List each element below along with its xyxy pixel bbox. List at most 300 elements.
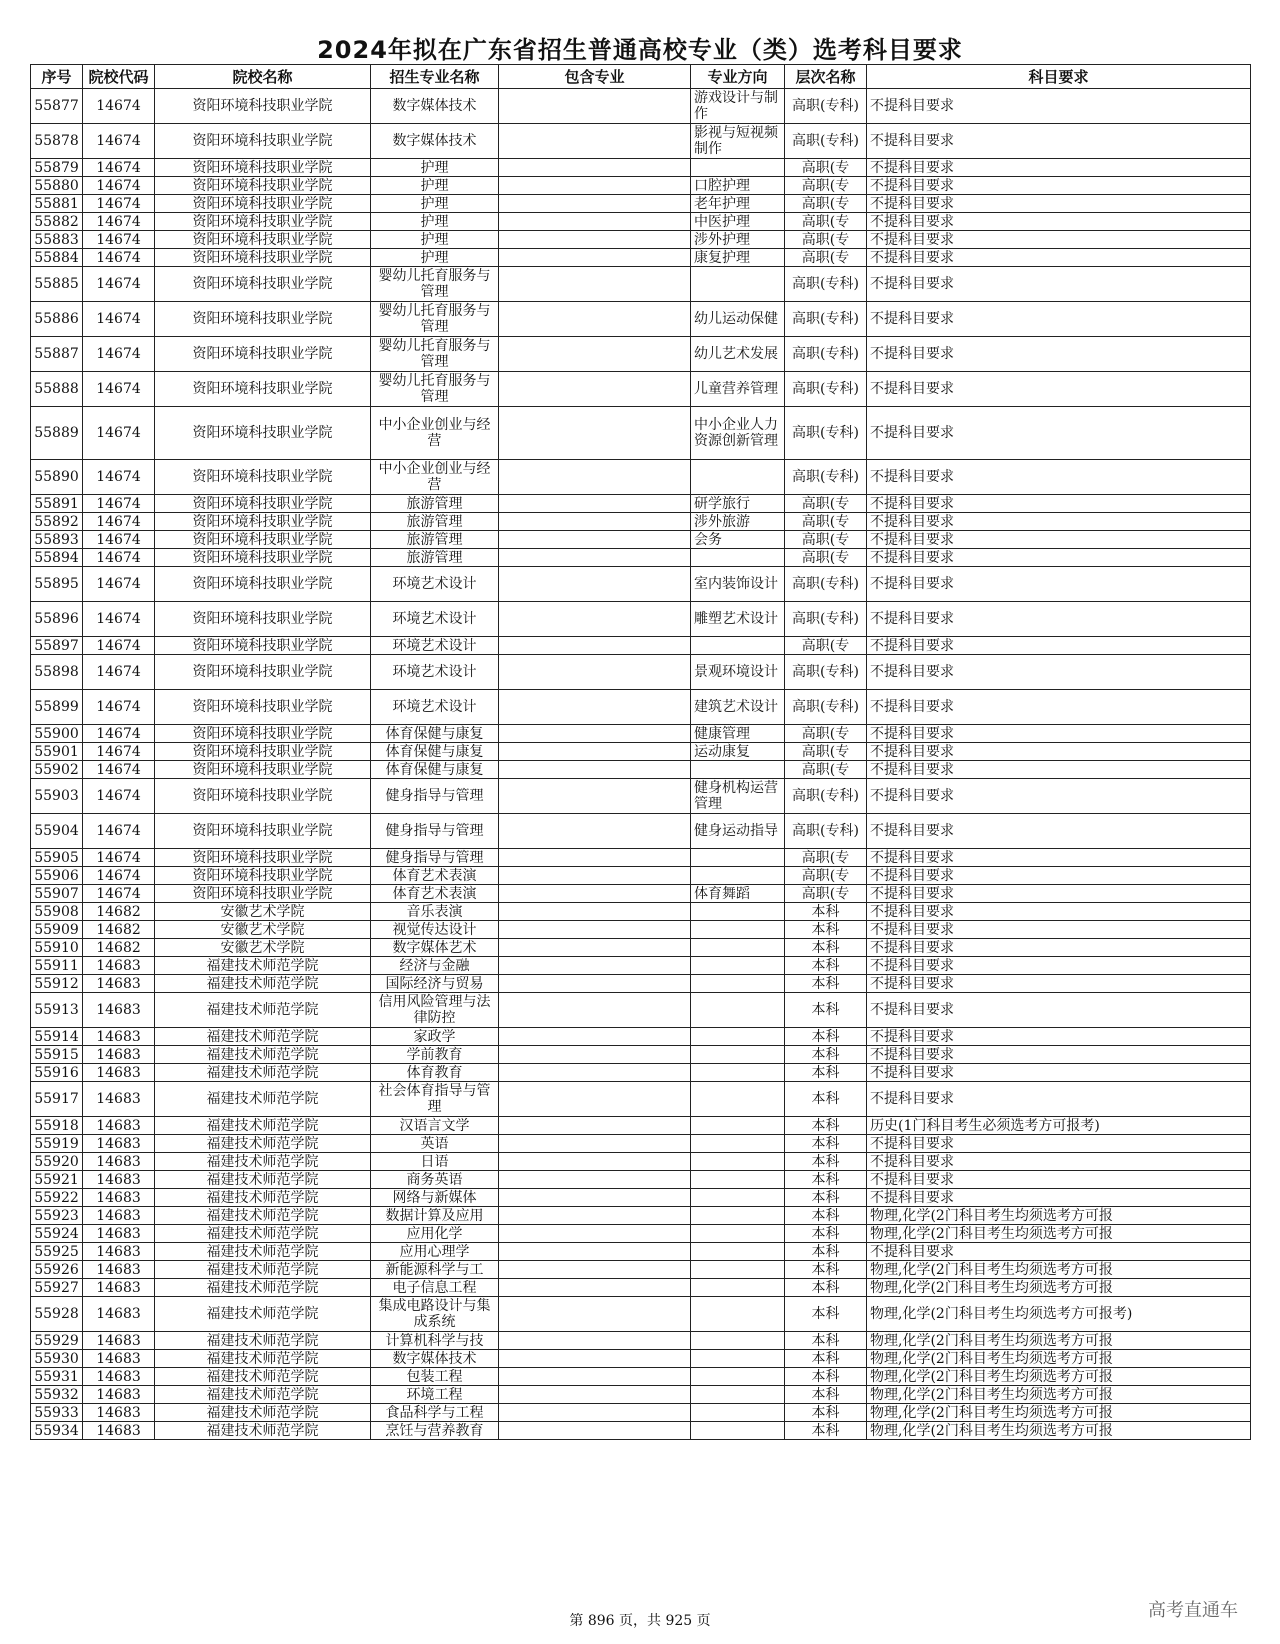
header-cell: 招生专业名称 xyxy=(371,65,499,89)
table-cell: 不提科目要求 xyxy=(867,655,1251,690)
table-cell: 护理 xyxy=(371,231,499,249)
table-cell: 资阳环境科技职业学院 xyxy=(155,302,371,337)
table-cell: 高职(专 xyxy=(785,725,867,743)
table-cell xyxy=(499,1386,691,1404)
table-cell: 福建技术师范学院 xyxy=(155,1386,371,1404)
table-cell: 本科 xyxy=(785,939,867,957)
table-cell: 日语 xyxy=(371,1153,499,1171)
table-cell xyxy=(499,460,691,495)
table-cell: 高职(专 xyxy=(785,177,867,195)
table-cell: 资阳环境科技职业学院 xyxy=(155,637,371,655)
table-cell xyxy=(499,1225,691,1243)
table-cell: 14674 xyxy=(83,124,155,159)
table-row xyxy=(31,725,1251,743)
header-cell: 序号 xyxy=(31,65,83,89)
table-cell xyxy=(499,1422,691,1440)
table-cell: 55893 xyxy=(31,531,83,549)
table-cell: 环境工程 xyxy=(371,1386,499,1404)
table-cell: 新能源科学与工 xyxy=(371,1261,499,1279)
table-cell: 14674 xyxy=(83,372,155,407)
table-cell: 环境艺术设计 xyxy=(371,655,499,690)
table-cell: 55917 xyxy=(31,1082,83,1117)
table-row xyxy=(31,1368,1251,1386)
table-cell: 55896 xyxy=(31,602,83,637)
table-cell: 55905 xyxy=(31,849,83,867)
table-row xyxy=(31,1135,1251,1153)
table-cell: 安徽艺术学院 xyxy=(155,939,371,957)
table-cell: 不提科目要求 xyxy=(867,1171,1251,1189)
table-cell: 烹饪与营养教育 xyxy=(371,1422,499,1440)
table-cell xyxy=(691,903,785,921)
table-cell: 14683 xyxy=(83,1422,155,1440)
table-cell: 55920 xyxy=(31,1153,83,1171)
table-row xyxy=(31,302,1251,337)
table-cell: 幼儿运动保健 xyxy=(691,302,785,337)
table-cell xyxy=(691,939,785,957)
table-cell: 本科 xyxy=(785,921,867,939)
header-cell: 包含专业 xyxy=(499,65,691,89)
table-cell: 55911 xyxy=(31,957,83,975)
table-cell: 14674 xyxy=(83,549,155,567)
table-cell: 高职(专 xyxy=(785,761,867,779)
table-cell: 不提科目要求 xyxy=(867,1135,1251,1153)
table-cell: 经济与金融 xyxy=(371,957,499,975)
table-cell: 福建技术师范学院 xyxy=(155,1422,371,1440)
table-cell: 环境艺术设计 xyxy=(371,567,499,602)
table-cell xyxy=(499,231,691,249)
table-cell: 社会体育指导与管理 xyxy=(371,1082,499,1117)
table-cell: 旅游管理 xyxy=(371,513,499,531)
table-cell: 安徽艺术学院 xyxy=(155,921,371,939)
table-cell: 资阳环境科技职业学院 xyxy=(155,779,371,814)
table-cell: 55918 xyxy=(31,1117,83,1135)
table-row xyxy=(31,1279,1251,1297)
table-cell: 体育保健与康复 xyxy=(371,743,499,761)
requirements-table xyxy=(30,64,1251,1440)
table-cell xyxy=(499,1028,691,1046)
table-cell: 福建技术师范学院 xyxy=(155,957,371,975)
table-row xyxy=(31,1243,1251,1261)
table-cell xyxy=(691,1082,785,1117)
header-cell: 院校名称 xyxy=(155,65,371,89)
table-cell: 环境艺术设计 xyxy=(371,602,499,637)
table-cell: 体育艺术表演 xyxy=(371,885,499,903)
table-cell xyxy=(499,814,691,849)
table-cell xyxy=(691,1135,785,1153)
table-cell: 本科 xyxy=(785,1117,867,1135)
table-cell: 不提科目要求 xyxy=(867,89,1251,124)
table-cell: 14674 xyxy=(83,655,155,690)
header-cell: 科目要求 xyxy=(867,65,1251,89)
table-cell: 55897 xyxy=(31,637,83,655)
table-cell: 不提科目要求 xyxy=(867,549,1251,567)
table-cell: 高职(专科) xyxy=(785,302,867,337)
table-cell: 14674 xyxy=(83,213,155,231)
table-cell: 中小企业创业与经营 xyxy=(371,407,499,460)
table-cell: 14683 xyxy=(83,957,155,975)
table-row xyxy=(31,1171,1251,1189)
table-cell: 体育教育 xyxy=(371,1064,499,1082)
table-cell: 14683 xyxy=(83,1153,155,1171)
table-cell: 14674 xyxy=(83,231,155,249)
table-cell: 物理,化学(2门科目考生均须选考方可报 xyxy=(867,1386,1251,1404)
table-cell: 本科 xyxy=(785,903,867,921)
table-cell: 本科 xyxy=(785,993,867,1028)
table-cell: 55931 xyxy=(31,1368,83,1386)
table-cell: 本科 xyxy=(785,957,867,975)
table-cell: 55885 xyxy=(31,267,83,302)
table-cell: 14674 xyxy=(83,602,155,637)
table-cell: 本科 xyxy=(785,1135,867,1153)
table-cell: 学前教育 xyxy=(371,1046,499,1064)
table-cell xyxy=(499,1189,691,1207)
table-cell xyxy=(499,1153,691,1171)
table-cell: 14674 xyxy=(83,159,155,177)
table-cell: 不提科目要求 xyxy=(867,159,1251,177)
table-cell: 14674 xyxy=(83,885,155,903)
table-cell: 14674 xyxy=(83,249,155,267)
table-cell: 高职(专 xyxy=(785,513,867,531)
table-cell: 本科 xyxy=(785,1279,867,1297)
table-cell: 55912 xyxy=(31,975,83,993)
table-cell: 资阳环境科技职业学院 xyxy=(155,407,371,460)
table-cell: 应用化学 xyxy=(371,1225,499,1243)
brand-watermark: 高考直通车 xyxy=(1148,1600,1238,1621)
table-cell xyxy=(499,407,691,460)
table-row xyxy=(31,1153,1251,1171)
table-cell: 资阳环境科技职业学院 xyxy=(155,655,371,690)
table-cell: 福建技术师范学院 xyxy=(155,1243,371,1261)
table-cell xyxy=(499,1171,691,1189)
table-row xyxy=(31,531,1251,549)
table-cell: 14683 xyxy=(83,1082,155,1117)
table-cell: 55904 xyxy=(31,814,83,849)
table-cell: 不提科目要求 xyxy=(867,885,1251,903)
table-cell: 55923 xyxy=(31,1207,83,1225)
table-cell: 汉语言文学 xyxy=(371,1117,499,1135)
table-row xyxy=(31,567,1251,602)
table-cell: 不提科目要求 xyxy=(867,1082,1251,1117)
table-cell: 健身指导与管理 xyxy=(371,779,499,814)
table-cell xyxy=(691,993,785,1028)
table-cell xyxy=(691,637,785,655)
table-cell: 不提科目要求 xyxy=(867,939,1251,957)
table-row xyxy=(31,89,1251,124)
table-cell: 资阳环境科技职业学院 xyxy=(155,725,371,743)
table-cell xyxy=(499,213,691,231)
page-footer: 第 896 页，共 925 页 xyxy=(569,1613,711,1629)
table-cell: 本科 xyxy=(785,1082,867,1117)
table-cell: 55890 xyxy=(31,460,83,495)
table-cell: 物理,化学(2门科目考生均须选考方可报考) xyxy=(867,1297,1251,1332)
table-cell: 体育艺术表演 xyxy=(371,867,499,885)
table-row xyxy=(31,1261,1251,1279)
table-cell: 14683 xyxy=(83,1297,155,1332)
table-cell: 资阳环境科技职业学院 xyxy=(155,513,371,531)
table-cell xyxy=(691,267,785,302)
table-cell: 不提科目要求 xyxy=(867,337,1251,372)
table-cell: 商务英语 xyxy=(371,1171,499,1189)
table-cell: 儿童营养管理 xyxy=(691,372,785,407)
table-cell: 14674 xyxy=(83,743,155,761)
table-cell xyxy=(691,1261,785,1279)
table-cell: 55929 xyxy=(31,1332,83,1350)
table-cell xyxy=(691,159,785,177)
table-cell: 55921 xyxy=(31,1171,83,1189)
table-cell: 14683 xyxy=(83,1117,155,1135)
table-cell: 14683 xyxy=(83,1046,155,1064)
table-cell: 福建技术师范学院 xyxy=(155,1046,371,1064)
table-cell: 健身指导与管理 xyxy=(371,849,499,867)
table-cell: 高职(专 xyxy=(785,867,867,885)
table-cell: 物理,化学(2门科目考生均须选考方可报 xyxy=(867,1404,1251,1422)
table-cell: 福建技术师范学院 xyxy=(155,1279,371,1297)
table-row xyxy=(31,195,1251,213)
table-row xyxy=(31,1350,1251,1368)
table-cell xyxy=(499,1207,691,1225)
table-row xyxy=(31,939,1251,957)
table-cell xyxy=(691,1028,785,1046)
table-cell: 14683 xyxy=(83,1225,155,1243)
table-cell: 14682 xyxy=(83,903,155,921)
table-header-row xyxy=(31,65,1251,89)
table-cell: 口腔护理 xyxy=(691,177,785,195)
table-cell: 不提科目要求 xyxy=(867,1243,1251,1261)
table-cell xyxy=(499,1368,691,1386)
table-cell xyxy=(499,1297,691,1332)
table-cell: 物理,化学(2门科目考生均须选考方可报 xyxy=(867,1261,1251,1279)
table-cell: 数字媒体技术 xyxy=(371,89,499,124)
table-cell: 14683 xyxy=(83,1350,155,1368)
table-cell: 高职(专科) xyxy=(785,89,867,124)
table-cell xyxy=(499,89,691,124)
table-cell: 55883 xyxy=(31,231,83,249)
table-cell: 高职(专科) xyxy=(785,460,867,495)
table-row xyxy=(31,460,1251,495)
table-cell: 55916 xyxy=(31,1064,83,1082)
table-cell: 55934 xyxy=(31,1422,83,1440)
table-cell: 本科 xyxy=(785,975,867,993)
table-cell: 高职(专 xyxy=(785,743,867,761)
table-cell xyxy=(691,1368,785,1386)
table-cell xyxy=(499,513,691,531)
table-row xyxy=(31,1225,1251,1243)
table-row xyxy=(31,849,1251,867)
table-cell: 本科 xyxy=(785,1261,867,1279)
table-cell: 不提科目要求 xyxy=(867,1028,1251,1046)
table-row xyxy=(31,1117,1251,1135)
table-cell: 高职(专 xyxy=(785,531,867,549)
table-cell: 14674 xyxy=(83,407,155,460)
table-cell: 不提科目要求 xyxy=(867,957,1251,975)
table-cell: 高职(专科) xyxy=(785,124,867,159)
table-cell: 游戏设计与制作 xyxy=(691,89,785,124)
table-cell xyxy=(499,549,691,567)
table-cell: 福建技术师范学院 xyxy=(155,1404,371,1422)
table-cell: 数字媒体技术 xyxy=(371,124,499,159)
table-cell: 14674 xyxy=(83,567,155,602)
table-cell: 福建技术师范学院 xyxy=(155,993,371,1028)
table-cell: 环境艺术设计 xyxy=(371,637,499,655)
table-cell: 应用心理学 xyxy=(371,1243,499,1261)
header-cell: 专业方向 xyxy=(691,65,785,89)
table-cell xyxy=(691,1117,785,1135)
table-cell: 不提科目要求 xyxy=(867,975,1251,993)
table-cell: 不提科目要求 xyxy=(867,637,1251,655)
table-cell: 不提科目要求 xyxy=(867,1153,1251,1171)
table-cell: 福建技术师范学院 xyxy=(155,1117,371,1135)
table-cell: 不提科目要求 xyxy=(867,814,1251,849)
table-cell: 体育保健与康复 xyxy=(371,725,499,743)
table-cell xyxy=(499,249,691,267)
table-cell: 高职(专 xyxy=(785,549,867,567)
table-cell xyxy=(691,460,785,495)
table-cell xyxy=(691,1332,785,1350)
table-row xyxy=(31,655,1251,690)
table-cell: 资阳环境科技职业学院 xyxy=(155,549,371,567)
table-cell xyxy=(499,495,691,513)
table-cell: 英语 xyxy=(371,1135,499,1153)
table-cell: 14674 xyxy=(83,867,155,885)
table-cell: 高职(专 xyxy=(785,213,867,231)
table-row xyxy=(31,921,1251,939)
table-cell xyxy=(499,1243,691,1261)
table-row xyxy=(31,993,1251,1028)
table-cell: 14674 xyxy=(83,195,155,213)
table-cell xyxy=(499,690,691,725)
table-cell xyxy=(499,637,691,655)
table-cell: 福建技术师范学院 xyxy=(155,1332,371,1350)
table-cell xyxy=(499,177,691,195)
table-row xyxy=(31,761,1251,779)
table-cell: 健身指导与管理 xyxy=(371,814,499,849)
table-cell xyxy=(499,939,691,957)
table-cell: 福建技术师范学院 xyxy=(155,1368,371,1386)
table-cell: 资阳环境科技职业学院 xyxy=(155,249,371,267)
table-row xyxy=(31,1297,1251,1332)
table-cell xyxy=(499,779,691,814)
table-cell: 本科 xyxy=(785,1350,867,1368)
table-cell: 福建技术师范学院 xyxy=(155,1261,371,1279)
table-cell: 不提科目要求 xyxy=(867,725,1251,743)
table-cell: 福建技术师范学院 xyxy=(155,1350,371,1368)
table-cell: 55906 xyxy=(31,867,83,885)
table-cell xyxy=(691,549,785,567)
table-cell: 资阳环境科技职业学院 xyxy=(155,602,371,637)
table-cell xyxy=(499,849,691,867)
table-cell: 不提科目要求 xyxy=(867,921,1251,939)
table-cell: 不提科目要求 xyxy=(867,372,1251,407)
table-cell: 涉外旅游 xyxy=(691,513,785,531)
table-cell: 本科 xyxy=(785,1064,867,1082)
table-cell: 婴幼儿托育服务与管理 xyxy=(371,267,499,302)
table-cell: 资阳环境科技职业学院 xyxy=(155,885,371,903)
table-row xyxy=(31,903,1251,921)
table-cell: 食品科学与工程 xyxy=(371,1404,499,1422)
table-cell: 福建技术师范学院 xyxy=(155,1171,371,1189)
table-cell: 资阳环境科技职业学院 xyxy=(155,159,371,177)
table-cell: 视觉传达设计 xyxy=(371,921,499,939)
table-cell: 14683 xyxy=(83,1261,155,1279)
table-cell xyxy=(499,124,691,159)
table-cell: 物理,化学(2门科目考生均须选考方可报 xyxy=(867,1225,1251,1243)
table-cell xyxy=(499,159,691,177)
table-row xyxy=(31,602,1251,637)
table-cell: 不提科目要求 xyxy=(867,761,1251,779)
table-cell: 14674 xyxy=(83,267,155,302)
table-cell: 本科 xyxy=(785,1189,867,1207)
table-cell: 高职(专科) xyxy=(785,372,867,407)
table-cell: 不提科目要求 xyxy=(867,231,1251,249)
table-cell: 不提科目要求 xyxy=(867,495,1251,513)
table-cell: 14674 xyxy=(83,849,155,867)
table-cell: 55889 xyxy=(31,407,83,460)
table-cell: 55922 xyxy=(31,1189,83,1207)
table-cell: 55877 xyxy=(31,89,83,124)
table-row xyxy=(31,372,1251,407)
table-cell xyxy=(499,1082,691,1117)
table-cell: 中小企业人力资源创新管理 xyxy=(691,407,785,460)
table-row xyxy=(31,743,1251,761)
table-cell: 资阳环境科技职业学院 xyxy=(155,743,371,761)
table-cell: 14683 xyxy=(83,1404,155,1422)
table-cell: 资阳环境科技职业学院 xyxy=(155,690,371,725)
table-cell: 资阳环境科技职业学院 xyxy=(155,267,371,302)
table-cell: 55886 xyxy=(31,302,83,337)
table-cell xyxy=(499,993,691,1028)
table-cell: 55907 xyxy=(31,885,83,903)
table-cell xyxy=(499,921,691,939)
table-cell: 健身机构运营管理 xyxy=(691,779,785,814)
table-cell xyxy=(499,1117,691,1135)
table-cell: 不提科目要求 xyxy=(867,249,1251,267)
table-cell xyxy=(691,975,785,993)
table-cell: 资阳环境科技职业学院 xyxy=(155,460,371,495)
table-row xyxy=(31,779,1251,814)
table-cell: 14683 xyxy=(83,1332,155,1350)
table-cell: 14683 xyxy=(83,1368,155,1386)
table-cell: 本科 xyxy=(785,1332,867,1350)
table-cell: 高职(专科) xyxy=(785,337,867,372)
table-cell: 护理 xyxy=(371,159,499,177)
table-row xyxy=(31,1422,1251,1440)
table-row xyxy=(31,495,1251,513)
table-cell: 不提科目要求 xyxy=(867,567,1251,602)
table-cell: 14674 xyxy=(83,89,155,124)
table-row xyxy=(31,957,1251,975)
table-row xyxy=(31,231,1251,249)
table-row xyxy=(31,267,1251,302)
table-cell xyxy=(499,975,691,993)
table-cell: 运动康复 xyxy=(691,743,785,761)
table-cell: 14683 xyxy=(83,975,155,993)
table-cell: 高职(专 xyxy=(785,849,867,867)
table-cell: 55919 xyxy=(31,1135,83,1153)
table-cell xyxy=(691,1350,785,1368)
table-row xyxy=(31,1404,1251,1422)
table-cell: 不提科目要求 xyxy=(867,1046,1251,1064)
table-cell: 福建技术师范学院 xyxy=(155,1297,371,1332)
table-cell xyxy=(499,372,691,407)
table-cell: 14683 xyxy=(83,993,155,1028)
table-cell: 14674 xyxy=(83,495,155,513)
table-cell: 高职(专科) xyxy=(785,267,867,302)
table-cell: 计算机科学与技 xyxy=(371,1332,499,1350)
table-cell: 55915 xyxy=(31,1046,83,1064)
table-cell xyxy=(499,725,691,743)
table-cell: 资阳环境科技职业学院 xyxy=(155,337,371,372)
table-cell: 旅游管理 xyxy=(371,495,499,513)
